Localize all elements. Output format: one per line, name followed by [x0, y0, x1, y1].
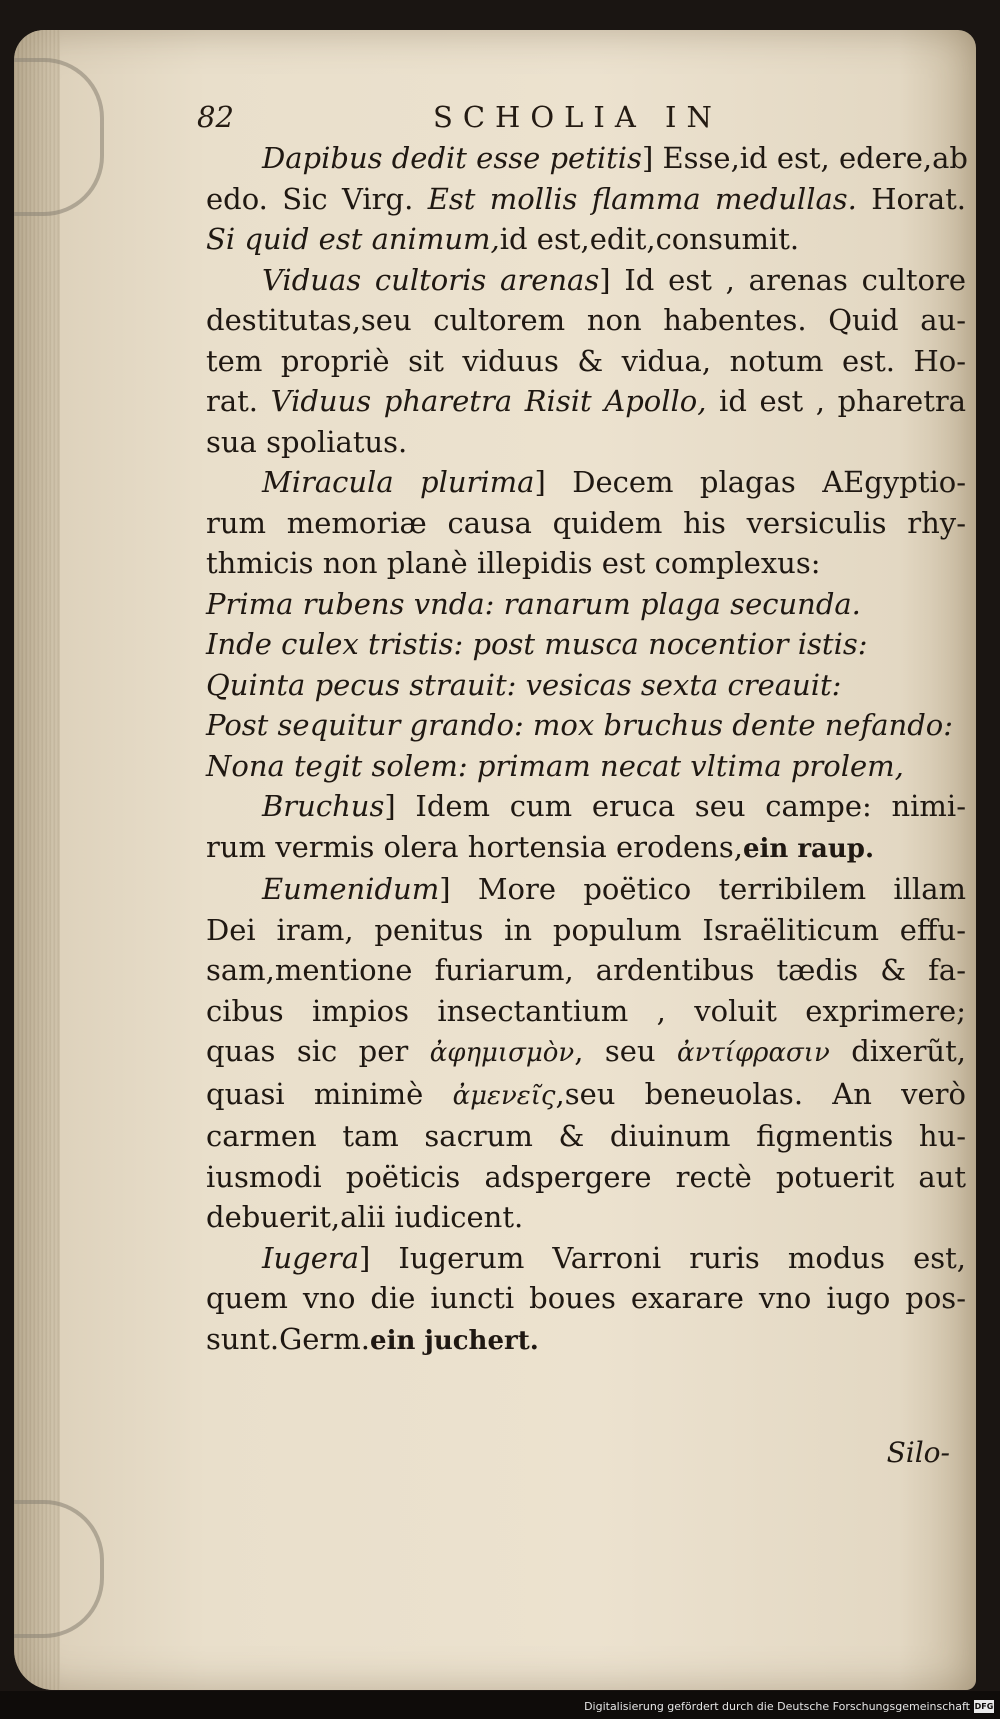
italic-quote: Post sequitur grando: mox bruchus dente nefando: [206, 708, 954, 742]
lemma: Dapibus dedit esse petitis [262, 141, 642, 175]
text-line [206, 341, 966, 382]
paragraph [206, 462, 966, 584]
footer-bar [0, 1691, 1000, 1719]
text-run: Horat. [856, 181, 966, 216]
text-run: cibus impios insectantium , voluit exprimere; [206, 993, 966, 1028]
text-line [206, 624, 966, 665]
italic-quote: Si quid est animum, [206, 222, 500, 256]
text-run: sunt.Germ. [206, 1321, 371, 1356]
german-gloss: ein raup. [742, 833, 875, 864]
running-head: SCHOLIA IN [433, 100, 722, 134]
italic-quote: Est mollis flamma medullas. [427, 181, 857, 216]
text-line [206, 991, 966, 1032]
text-run: ] More poëtico terribilem illam [439, 872, 966, 906]
text-line [206, 1074, 966, 1117]
text-run: dixerũt, [829, 1034, 966, 1068]
text-run: iusmodi poëticis adspergere rectè potuerit aut [206, 1159, 966, 1194]
text-run: rat. [206, 384, 271, 418]
lemma: Bruchus [262, 789, 385, 823]
text-line [206, 179, 966, 220]
dfg-logo-icon: DFG [974, 1702, 994, 1711]
text-line [206, 543, 966, 584]
greek-word: ἀντίφρασιν [677, 1038, 830, 1068]
paragraph [206, 786, 966, 869]
text-run: , seu [574, 1034, 678, 1068]
text-line [206, 422, 966, 463]
text-run: id est,edit,consumit. [499, 222, 800, 256]
page-number: 82 [197, 100, 234, 134]
text-line [206, 138, 966, 179]
lemma: Miracula plurima [262, 465, 535, 499]
text-line [206, 260, 966, 301]
text-line [206, 786, 966, 827]
text-run: quem vno die iuncti boues exarare vno iugo pos- [206, 1281, 966, 1315]
italic-quote: Prima rubens vnda: ranarum plaga secunda. [206, 586, 861, 621]
text-line [206, 869, 966, 910]
text-line [206, 827, 966, 870]
text-line [206, 1238, 966, 1279]
text-run: quas sic per [206, 1034, 430, 1068]
text-run: quasi minimè [206, 1076, 453, 1111]
verse-block [206, 584, 966, 787]
text-run: sam,mentione furiarum, ardentibus tædis & fa- [206, 953, 966, 987]
paragraph [206, 138, 966, 260]
greek-word: ἀμενεῖς [452, 1080, 556, 1111]
text-run: edo. Sic Virg. [206, 181, 428, 216]
italic-quote: Nona tegit solem: primam necat vltima prolem, [206, 748, 904, 783]
text-line [206, 503, 966, 544]
text-line [206, 584, 966, 625]
text-line [206, 1197, 966, 1238]
italic-quote: Inde culex tristis: post musca nocentior istis: [206, 627, 868, 661]
text-run: tem propriè sit viduus & vidua, notum est. Ho- [206, 343, 966, 378]
text-line [206, 300, 966, 341]
text-run: carmen tam sacrum & diuinum figmentis hu- [206, 1119, 966, 1153]
catchword: Silo- [886, 1436, 950, 1469]
paragraph [206, 260, 966, 463]
lemma: Viduas cultoris arenas [262, 262, 600, 297]
binding-clip-bottom [14, 1500, 104, 1638]
body-text [206, 138, 966, 1361]
greek-word: ἀφημισμὸν [429, 1038, 575, 1068]
page-header [197, 100, 757, 136]
text-run: ] Iugerum Varroni ruris modus est, [359, 1240, 966, 1275]
text-run: rum vermis olera hortensia erodens, [206, 829, 743, 864]
text-run: ] Decem plagas AEgyptio- [534, 465, 967, 499]
paragraph [206, 1238, 966, 1362]
text-run: sua spoliatus. [206, 424, 408, 459]
text-line [206, 746, 966, 787]
text-line [206, 462, 966, 503]
digitization-credit: Digitalisierung gefördert durch die Deutsche Forschungsgemeinschaft [584, 1700, 970, 1713]
text-line [206, 1319, 966, 1362]
text-line [206, 1278, 966, 1319]
text-line [206, 705, 966, 746]
lemma: Iugera [262, 1240, 360, 1275]
german-gloss: ein juchert. [370, 1325, 539, 1356]
text-line [206, 1157, 966, 1198]
italic-quote: Viduus pharetra Risit Apollo, [270, 384, 707, 418]
text-run: debuerit,alii iudicent. [206, 1200, 524, 1234]
text-line [206, 219, 966, 260]
text-run: destitutas,seu cultorem non habentes. Quid au- [206, 303, 966, 337]
text-run: rum memoriæ causa quidem his versiculis rhy- [206, 505, 966, 540]
text-line [206, 910, 966, 951]
text-run: ] Esse,id est, edere,ab [641, 141, 968, 175]
text-run: id est , pharetra [706, 384, 966, 418]
paragraph [206, 869, 966, 1238]
text-line [206, 665, 966, 706]
text-run: ] Id est , arenas cultore [599, 262, 966, 297]
page-edge-shading [14, 30, 60, 1690]
text-run: Dei iram, penitus in populum Israëliticum effu- [206, 912, 966, 947]
text-run: thmicis non planè illepidis est complexus: [206, 546, 821, 580]
italic-quote: Quinta pecus strauit: vesicas sexta creauit: [206, 667, 842, 702]
text-line [206, 1031, 966, 1074]
text-line [206, 950, 966, 991]
binding-clip-top [14, 58, 104, 216]
text-run: ,seu beneuolas. An verò [555, 1076, 966, 1111]
text-line [206, 381, 966, 422]
text-line [206, 1116, 966, 1157]
lemma: Eumenidum [262, 872, 440, 906]
text-run: ] Idem cum eruca seu campe: nimi- [384, 789, 966, 823]
